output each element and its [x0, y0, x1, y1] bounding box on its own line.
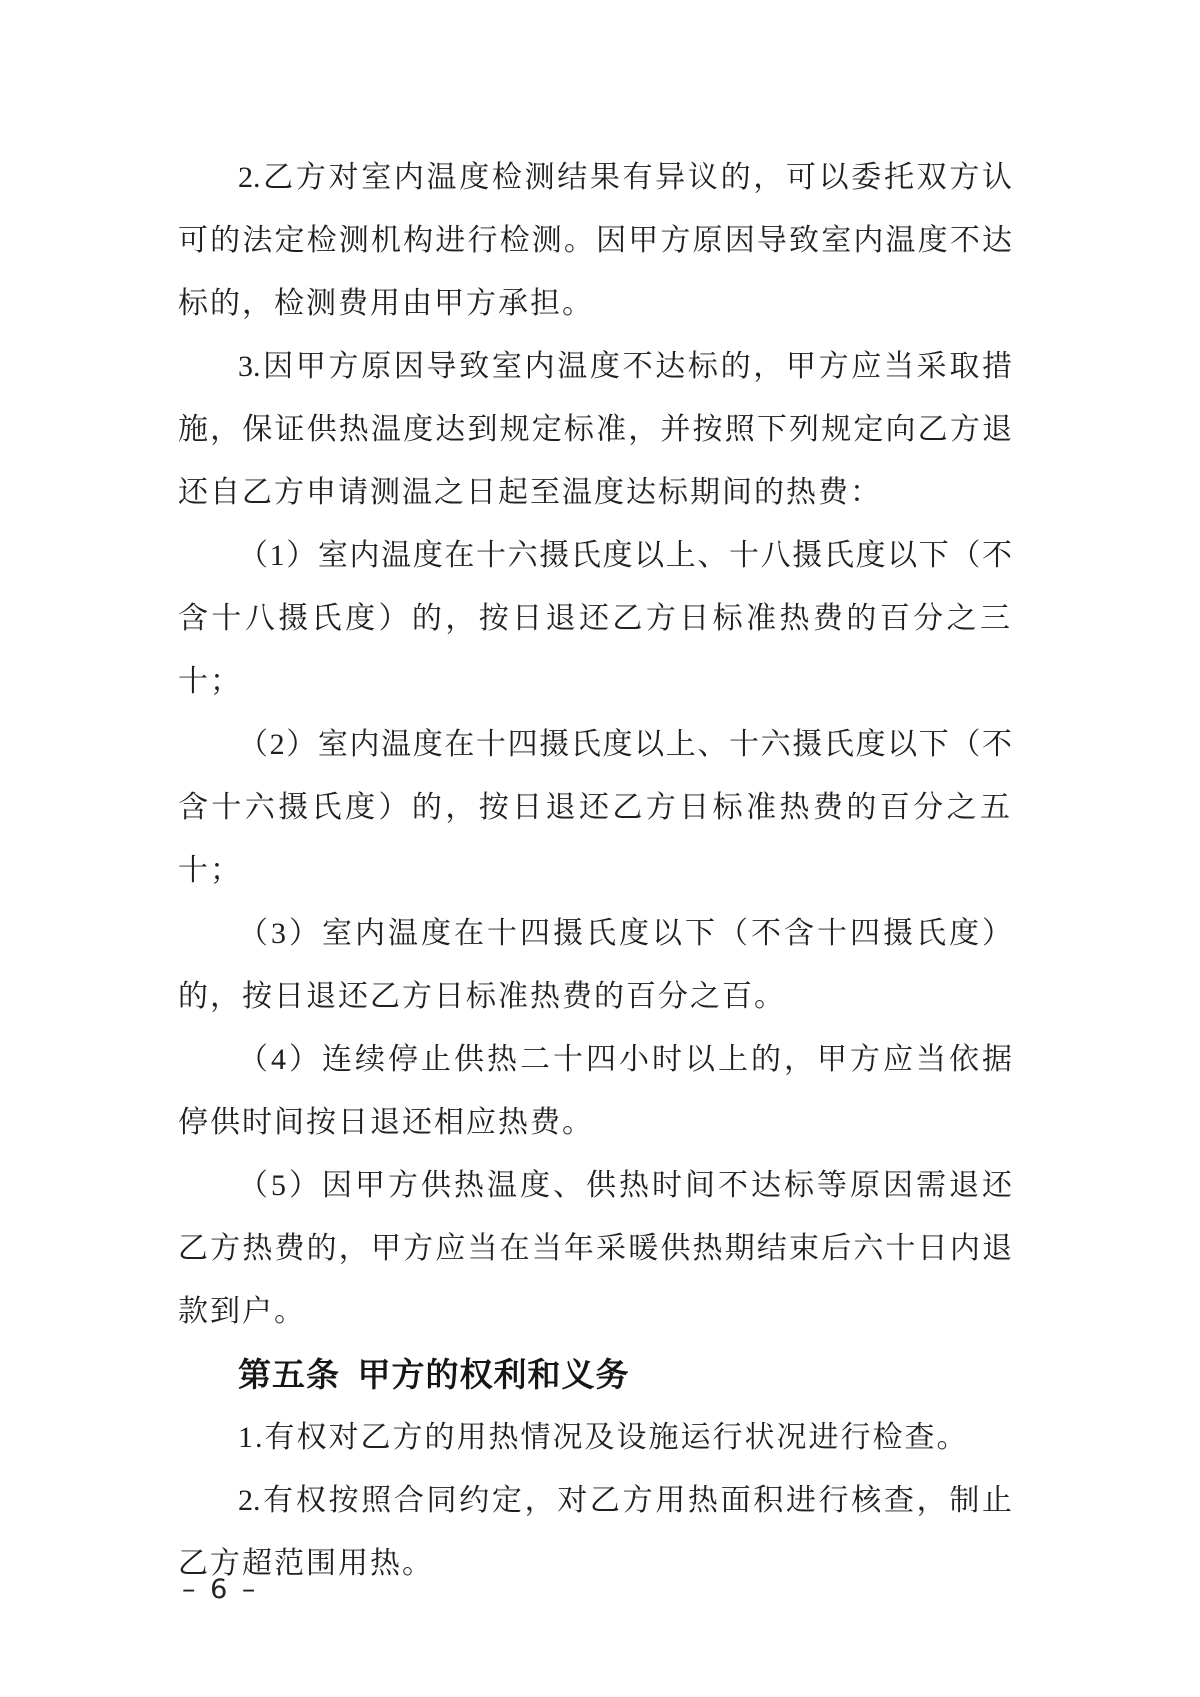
- text-line: （2）室内温度在十四摄氏度以上、十六摄氏度以下（不: [238, 728, 1012, 761]
- text-line: 施，保证供热温度达到规定标准，并按照下列规定向乙方退: [178, 413, 1012, 446]
- paragraph: [178, 524, 1012, 713]
- text-line: 停供时间按日退还相应热费。: [178, 1106, 594, 1139]
- text-line: 3.因甲方原因导致室内温度不达标的，甲方应当采取措: [238, 350, 1012, 383]
- paragraph: [178, 1154, 1012, 1343]
- paragraph: [178, 902, 1012, 1028]
- text-line: 乙方热费的，甲方应当在当年采暖供热期结束后六十日内退: [178, 1232, 1012, 1265]
- paragraph: [178, 335, 1012, 524]
- text-line: （1）室内温度在十六摄氏度以上、十八摄氏度以下（不: [238, 539, 1012, 572]
- paragraph: [178, 713, 1012, 902]
- paragraph: [178, 146, 1012, 335]
- document-body: [178, 146, 1012, 1595]
- text-line: 的，按日退还乙方日标准热费的百分之百。: [178, 980, 786, 1013]
- text-line: 还自乙方申请测温之日起至温度达标期间的热费：: [178, 476, 882, 509]
- text-line: 含十六摄氏度）的，按日退还乙方日标准热费的百分之五十；: [178, 791, 1012, 887]
- text-line: 款到户。: [178, 1295, 306, 1328]
- text-line: 可的法定检测机构进行检测。因甲方原因导致室内温度不达: [178, 224, 1012, 257]
- paragraph: [178, 1469, 1012, 1595]
- text-line: 2.有权按照合同约定，对乙方用热面积进行核查，制止: [238, 1484, 1012, 1517]
- paragraph: [178, 1406, 1012, 1469]
- section-heading: [178, 1343, 1012, 1406]
- text-line: 标的，检测费用由甲方承担。: [178, 287, 594, 320]
- text-line: 乙方超范围用热。: [178, 1547, 434, 1580]
- text-line: （3）室内温度在十四摄氏度以下（不含十四摄氏度）: [238, 917, 1012, 950]
- text-line: （4）连续停止供热二十四小时以上的，甲方应当依据: [238, 1043, 1012, 1076]
- text-line: 第五条 甲方的权利和义务: [238, 1356, 630, 1393]
- text-line: 2.乙方对室内温度检测结果有异议的，可以委托双方认: [238, 161, 1012, 194]
- paragraph: [178, 1028, 1012, 1154]
- text-line: 1.有权对乙方的用热情况及设施运行状况进行检查。: [238, 1421, 969, 1454]
- page-number: – 6 –: [182, 1574, 259, 1605]
- text-line: （5）因甲方供热温度、供热时间不达标等原因需退还: [238, 1169, 1012, 1202]
- text-line: 含十八摄氏度）的，按日退还乙方日标准热费的百分之三十；: [178, 602, 1012, 698]
